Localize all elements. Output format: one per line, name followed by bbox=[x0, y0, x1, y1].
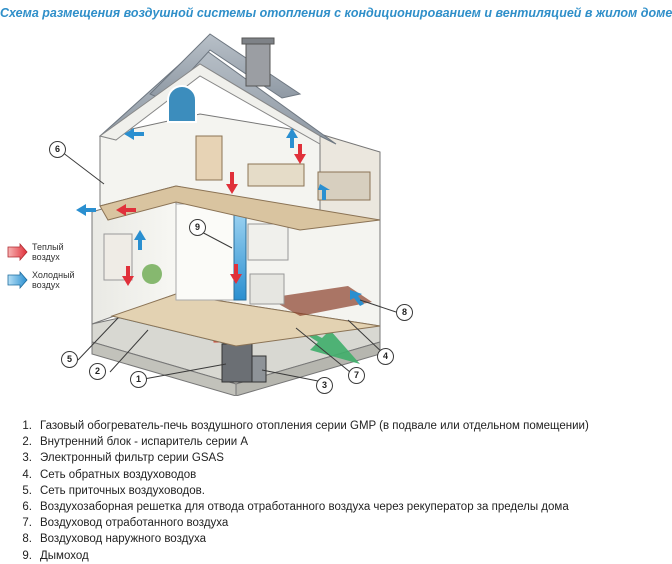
callout-5: 5 bbox=[61, 351, 78, 368]
list-item: 6. Воздухозаборная решетка для отвода отработанного воздуха через рекуператор за пределы дома bbox=[22, 500, 569, 513]
cold-air-arrow-icon bbox=[6, 271, 28, 289]
callout-8: 8 bbox=[396, 304, 413, 321]
house-illustration bbox=[0, 24, 672, 396]
legend-cold bbox=[6, 270, 86, 290]
list-item: 5. Сеть приточных воздуховодов. bbox=[22, 484, 205, 497]
parts-list bbox=[18, 418, 589, 564]
legend-warm bbox=[6, 242, 86, 262]
callout-1: 1 bbox=[130, 371, 147, 388]
legend-warm-label: Теплый воздух bbox=[32, 242, 64, 262]
legend bbox=[6, 242, 86, 298]
list-item: 9. Дымоход bbox=[22, 549, 89, 562]
warm-air-arrow-icon bbox=[6, 243, 28, 261]
diagram-title: Схема размещения воздушной системы отопления с кондиционированием и вентиляцией в жилом доме bbox=[0, 6, 672, 20]
callout-2: 2 bbox=[89, 363, 106, 380]
callout-3: 3 bbox=[316, 377, 333, 394]
list-item: 4. Сеть обратных воздуховодов bbox=[22, 468, 197, 481]
list-item: 8. Воздуховод наружного воздуха bbox=[22, 533, 207, 546]
callout-6: 6 bbox=[49, 141, 66, 158]
list-item: 1. Газовый обогреватель-печь воздушного отопления серии GMP (в подвале или отдельном помещении) bbox=[22, 420, 589, 432]
callout-7: 7 bbox=[348, 367, 365, 384]
list-item: 2. Внутренний блок - испаритель серии A bbox=[22, 436, 249, 449]
callout-9: 9 bbox=[189, 219, 206, 236]
list-item: 7. Воздуховод отработанного воздуха bbox=[22, 517, 229, 530]
callout-4: 4 bbox=[377, 348, 394, 365]
list-item: 3. Электронный фильтр серии GSAS bbox=[22, 452, 224, 465]
legend-cold-label: Холодный воздух bbox=[32, 270, 75, 290]
